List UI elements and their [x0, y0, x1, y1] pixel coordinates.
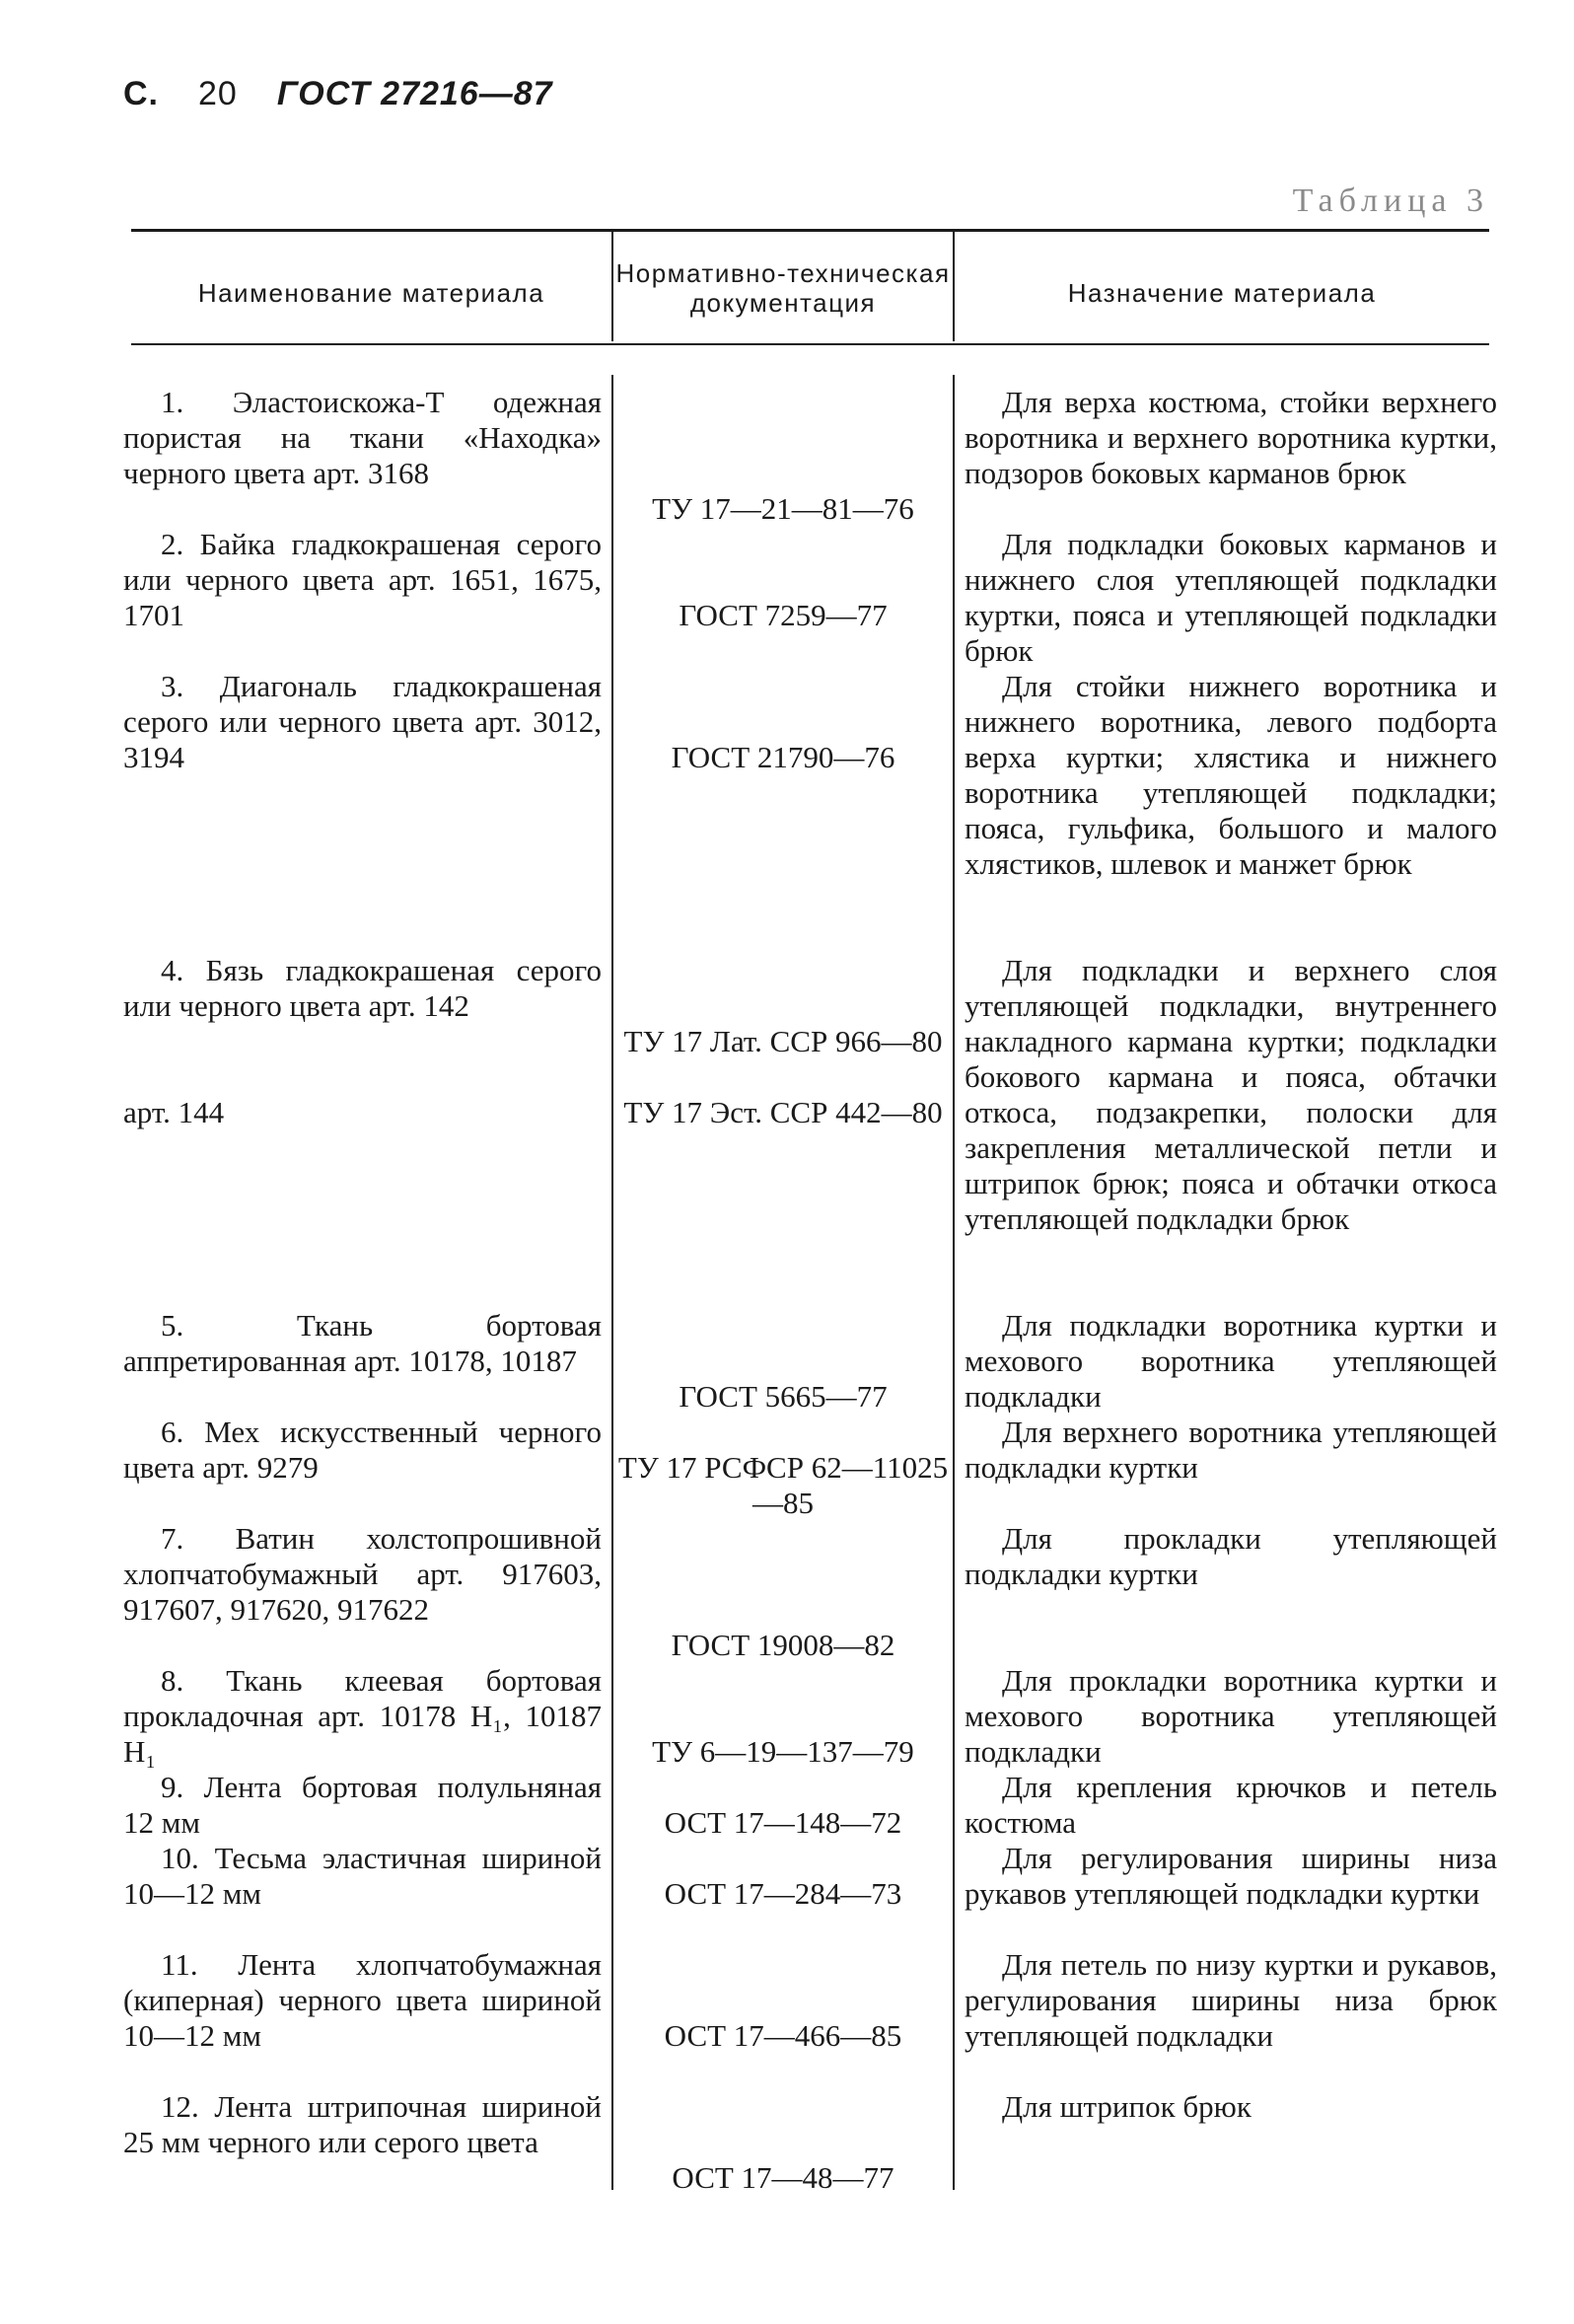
- table-cell-doc: ГОСТ 7259—77: [679, 598, 888, 632]
- table-cell-doc: ОСТ 17—466—85: [664, 2018, 902, 2053]
- table-cell-purpose: Для крепления крючков и петель костюма: [965, 1770, 1497, 1840]
- table-header-rule: [131, 343, 1489, 345]
- page-prefix: С.: [123, 75, 159, 112]
- table-cell-name: 3. Диагональ гладкокрашеная серого или черного цвета арт. 3012, 3194: [123, 669, 602, 774]
- table-cell-name-sub: арт. 144: [123, 1095, 225, 1129]
- table-cell-purpose: Для верхнего воротника утепляющей подкладки куртки: [965, 1415, 1497, 1485]
- table-cell-doc: ТУ 17 Лат. ССР 966—80: [623, 1024, 943, 1058]
- table-cell-name: 4. Бязь гладкокрашеная серого или черного цвета арт. 142: [123, 953, 602, 1023]
- table-cell-doc: ОСТ 17—148—72: [664, 1805, 902, 1840]
- column-header-purpose: Назначение материала: [1067, 278, 1377, 308]
- table-cell-purpose: Для подкладки воротника куртки и мехового воротника утепляющей подкладки: [965, 1308, 1497, 1414]
- table-label: Таблица 3: [1292, 182, 1489, 219]
- table-cell-doc: ТУ 6—19—137—79: [652, 1734, 914, 1769]
- table-cell-purpose: Для верха костюма, стойки верхнего воротника и верхнего воротника куртки, подзоров боковых карманов брюк: [965, 385, 1497, 490]
- column-divider: [611, 375, 613, 2190]
- table-cell-name: 6. Мех искусственный черного цвета арт. 9279: [123, 1415, 602, 1485]
- table-cell-purpose: Для стойки нижнего воротника и нижнего воротника, левого подборта верха куртки; хлястика и нижнего воротника утепляющей подкладки; пояса, гульфика, большого и малого хлястиков, шлевок и манжет брюк: [965, 669, 1497, 881]
- table-cell-purpose: Для петель по низу куртки и рукавов, регулирования ширины низа брюк утепляющей подкладки: [965, 1947, 1497, 2053]
- table-cell-name: 5. Ткань бортовая аппретированная арт. 10178, 10187: [123, 1308, 602, 1378]
- column-divider: [953, 375, 955, 2190]
- page-number: 20: [198, 75, 238, 112]
- column-header-name: Наименование материала: [197, 278, 545, 308]
- table-cell-purpose: Для штрипок брюк: [1002, 2089, 1252, 2124]
- table-cell-doc: ОСТ 17—284—73: [664, 1876, 902, 1911]
- table-cell-doc: ТУ 17 РСФСР 62—11025—85: [617, 1450, 949, 1520]
- table-cell-doc-sub: ТУ 17 Эст. ССР 442—80: [623, 1095, 943, 1129]
- table-cell-doc: ГОСТ 5665—77: [679, 1379, 888, 1414]
- table-cell-doc: ТУ 17—21—81—76: [652, 491, 914, 526]
- table-cell-doc: ГОСТ 21790—76: [671, 740, 895, 774]
- table-cell-purpose: Для подкладки и верхнего слоя утепляющей подкладки, внутреннего накладного кармана куртки; подкладки бокового кармана и пояса, обтачки откоса, подзакрепки, полоски для закрепления металлической петли и штрипок брюк; пояса и обтачки откоса утепляющей подкладки брюк: [965, 953, 1497, 1236]
- table-cell-name: 12. Лента штрипочная шириной 25 мм черного или серого цвета: [123, 2089, 602, 2159]
- table-cell-purpose: Для прокладки утепляющей подкладки куртки: [965, 1521, 1497, 1591]
- table-cell-name: 1. Эластоискожа-Т одежная пористая на ткани «Находка» черного цвета арт. 3168: [123, 385, 602, 490]
- table-cell-name: 7. Ватин холстопрошивной хлопчатобумажный арт. 917603, 917607, 917620, 917622: [123, 1521, 602, 1627]
- page-header: [123, 75, 553, 113]
- standard-number: ГОСТ 27216—87: [276, 75, 553, 112]
- table-cell-name: 9. Лента бортовая полульняная 12 мм: [123, 1770, 602, 1840]
- table-cell-name: 2. Байка гладкокрашеная серого или черного цвета арт. 1651, 1675, 1701: [123, 527, 602, 632]
- table-cell-doc: ОСТ 17—48—77: [672, 2160, 894, 2195]
- table-cell-purpose: Для подкладки боковых карманов и нижнего слоя утепляющей подкладки куртки, пояса и утепляющей подкладки брюк: [965, 527, 1497, 668]
- table-cell-purpose: Для регулирования ширины низа рукавов утепляющей подкладки куртки: [965, 1841, 1497, 1911]
- table-cell-doc: ГОСТ 19008—82: [671, 1628, 895, 1662]
- table-cell-purpose: Для прокладки воротника куртки и мехового воротника утепляющей подкладки: [965, 1663, 1497, 1769]
- table-top-rule: [131, 229, 1489, 232]
- table-cell-name: 10. Тесьма эластичная шириной 10—12 мм: [123, 1841, 602, 1911]
- column-header-doc: Нормативно-техническая документация: [615, 258, 951, 318]
- table-cell-name: 11. Лента хлопчатобумажная (киперная) черного цвета шириной 10—12 мм: [123, 1947, 602, 2053]
- table-cell-name: 8. Ткань клеевая бортовая прокладочная арт. 10178 Н₁, 10187 Н₁: [123, 1663, 602, 1769]
